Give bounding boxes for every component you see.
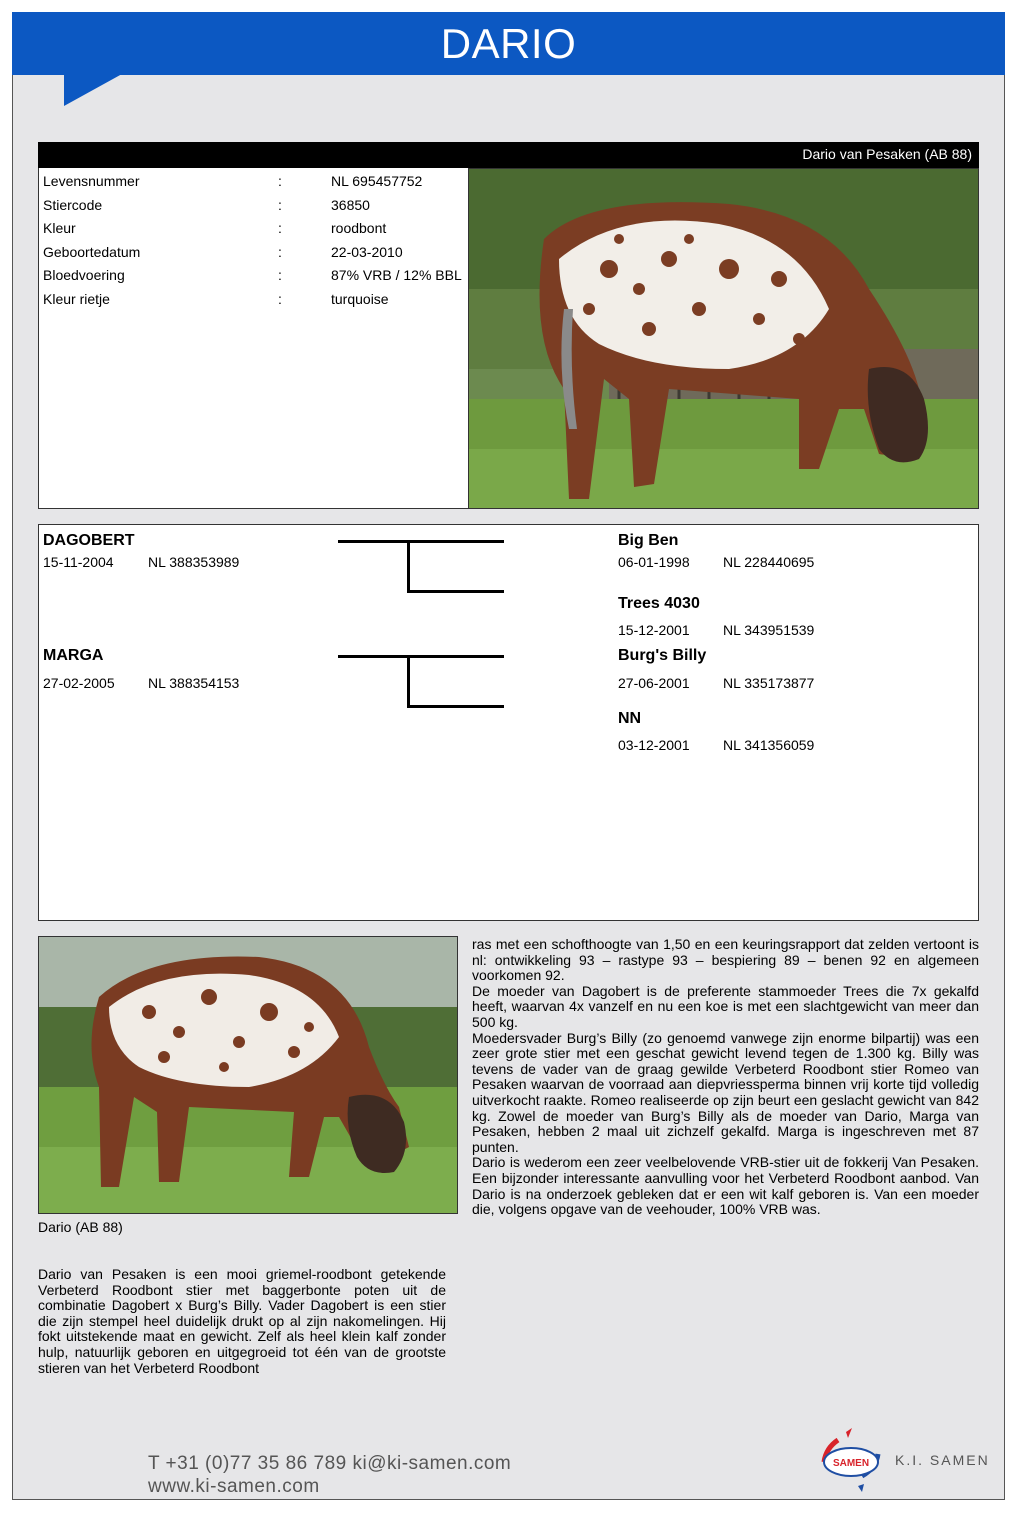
dam-dam-date: 03-12-2001 — [618, 737, 690, 753]
info-sep: : — [278, 197, 282, 213]
sire-dam-number: NL 343951539 — [723, 622, 815, 638]
bull-grazing-illustration — [39, 937, 458, 1214]
info-label: Bloedvoering — [43, 267, 125, 283]
footer-phone-email[interactable]: T +31 (0)77 35 86 789 ki@ki-samen.com — [148, 1453, 512, 1474]
description-paragraph: Dario van Pesaken is een mooi griemel-roodbont getekende Verbeterd Roodbont stier met baggerbonte poten uit de combinatie Dagobert x Burg’s Billy. Vader Dagobert is een stier die zijn stempel heel duidelijk drukt op al zijn nakomelingen. Hij fokt uitstekende maat en gewicht. Zelf als heel klein kalf zonder hulp, natuurlijk geboren en uitgegroeid tot één van de grootste stieren van het Verbeterd Roodbont — [38, 1266, 446, 1376]
info-value: turquoise — [331, 291, 389, 307]
info-label: Levensnummer — [43, 173, 140, 189]
info-header: Dario van Pesaken (AB 88) — [38, 142, 979, 168]
pedigree-connector — [407, 705, 504, 708]
sire-sire-name: Big Ben — [618, 532, 679, 549]
description-right — [472, 937, 979, 1218]
info-sep: : — [278, 173, 282, 189]
info-value: 22-03-2010 — [331, 244, 403, 260]
dam-dam-name: NN — [618, 710, 642, 727]
dam-number: NL 388354153 — [148, 675, 240, 691]
info-sep: : — [278, 267, 282, 283]
footer-contact — [148, 1452, 511, 1498]
description-left — [38, 1267, 446, 1376]
sire-sire-date: 06-01-1998 — [618, 554, 690, 570]
logo-text: SAMEN — [832, 1458, 870, 1469]
info-value: NL 695457752 — [331, 173, 423, 189]
ki-samen-logo — [818, 1426, 884, 1496]
dam-name: MARGA — [43, 647, 104, 664]
bull-photo-grazing — [38, 936, 458, 1214]
info-label: Kleur rietje — [43, 291, 110, 307]
footer-brand: K.I. SAMEN — [895, 1452, 990, 1468]
sire-name: DAGOBERT — [43, 532, 135, 549]
info-value: 36850 — [331, 197, 370, 213]
info-sep: : — [278, 291, 282, 307]
pedigree-connector — [407, 590, 504, 593]
info-value: 87% VRB / 12% BBL — [331, 267, 462, 283]
dam-sire-number: NL 335173877 — [723, 675, 815, 691]
bull-side-illustration — [469, 169, 979, 509]
banner-tab — [64, 74, 122, 106]
pedigree-box — [38, 524, 979, 921]
info-sep: : — [278, 244, 282, 260]
pedigree-connector — [407, 655, 410, 708]
pedigree-connector — [338, 540, 504, 543]
pedigree-connector — [338, 655, 504, 658]
info-label: Kleur — [43, 220, 76, 236]
info-value: roodbont — [331, 220, 387, 236]
info-label: Geboortedatum — [43, 244, 141, 260]
description-paragraph: De moeder van Dagobert is de preferente stammoeder Trees die 7x gekalfd heeft, waarvan 4x vanzelf en nu een koe is met een slachtgewicht van meer dan 500 kg. — [472, 982, 979, 1030]
sire-sire-number: NL 228440695 — [723, 554, 815, 570]
info-label: Stiercode — [43, 197, 103, 213]
description-paragraph: Moedersvader Burg’s Billy (zo genoemd vanwege zijn enorme bilpartij) was een zeer grote stier met een geschat gewicht levend tegen de 1.300 kg. Billy was tevens de vader van de graag gewilde Verbeterd Roodbont stier Romeo van Pesaken waarvan de voorraad aan diepvriessperma binnen vrij korte tijd volledig uitverkocht raakte. Romeo realiseerde op zijn beurt een geslacht gewicht van 842 kg. Zowel de moeder van Burg’s Billy als de moeder van Dario, Marga van Pesaken, hebben 2 maal uit zichzelf gekalfd. Marga is ingeschreven met 87 punten. — [472, 1029, 979, 1155]
sire-dam-name: Trees 4030 — [618, 595, 700, 612]
dam-sire-date: 27-06-2001 — [618, 675, 690, 691]
info-sep: : — [278, 220, 282, 236]
pedigree-connector — [407, 540, 410, 593]
dam-dam-number: NL 341356059 — [723, 737, 815, 753]
photo-caption: Dario (AB 88) — [38, 1219, 123, 1235]
page-title: DARIO — [440, 20, 577, 67]
sire-date: 15-11-2004 — [43, 554, 114, 570]
sire-dam-date: 15-12-2001 — [618, 622, 690, 638]
bull-photo-side — [468, 168, 979, 509]
footer-website[interactable]: www.ki-samen.com — [148, 1476, 320, 1497]
dam-sire-name: Burg's Billy — [618, 647, 707, 664]
dam-date: 27-02-2005 — [43, 675, 115, 691]
description-paragraph: Dario is wederom een zeer veelbelovende VRB-stier uit de fokkerij Van Pesaken. Een bijzonder interessante aanvulling voor het Verbeterd Roodbont aanbod. Van Dario is na onderzoek gebleken dat er een wit kalf geboren is. Van een moeder die, volgens opgave van de veehouder, 100% VRB was. — [472, 1154, 979, 1218]
sire-number: NL 388353989 — [148, 554, 240, 570]
description-paragraph: ras met een schofthoogte van 1,50 en een keuringsrapport dat zelden vertoont is nl: ontwikkeling 93 – rastype 93 – bespiering 89 – benen 92 en algemeen voorkomen 92. — [472, 936, 979, 984]
